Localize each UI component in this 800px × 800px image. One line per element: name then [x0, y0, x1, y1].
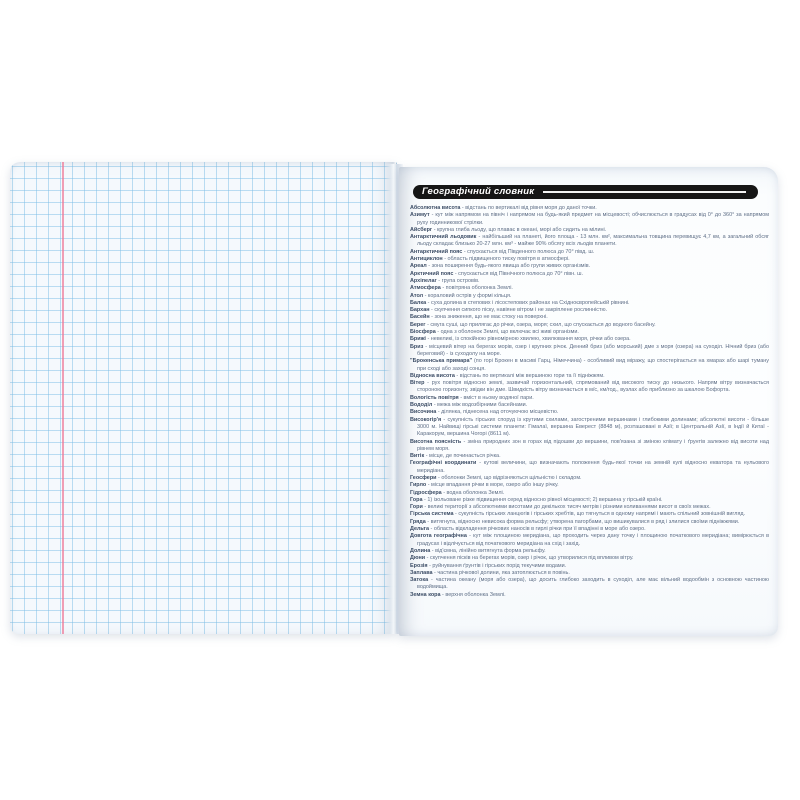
entry-definition: - відстань по вертикалі від рівня моря до даної точки. — [461, 205, 597, 211]
entry-definition: - сукупність гірських ланцюгів і гірських хребтів, що тягнуться в одному напрямі і мають спільний зовнішній вигляд. — [455, 511, 746, 518]
entry-term: Абсолютна висота — [410, 205, 461, 211]
dictionary-entry — [410, 344, 769, 359]
entry-definition: - ділянка, піднесена над оточуючою місцевістю. — [437, 409, 559, 416]
entry-term: Гряда — [410, 518, 426, 525]
entry-definition: - область підвищеного тиску повітря в атмосфері. — [444, 256, 570, 263]
entry-definition: - вміст в ньому водяної пари. — [460, 394, 534, 401]
dictionary-entry — [410, 439, 769, 454]
dictionary-entry — [410, 482, 769, 489]
left-page-grid — [10, 162, 397, 634]
entry-term: Затока — [410, 577, 429, 584]
entry-definition: - від'ємна, лінійно витягнута форма рельєфу. — [431, 547, 546, 554]
entry-definition: - межа між водозбірними басейнами. — [433, 402, 528, 409]
dictionary-entry — [410, 322, 769, 329]
entry-definition: - зона поширення будь-якого явища або групи живих організмів. — [428, 263, 591, 270]
entry-definition: - кут між напрямом на північ і напрямом на будь-який предмет на місцевості; обчислюється в градусах від 0° до 360° за напрямом руху годинникової стрілки. — [417, 212, 769, 226]
entry-term: Висотна поясність — [410, 438, 462, 445]
entry-definition: - частина океану (моря або озера), що досить глибоко заходить в суходіл, але має вільний водообмін з основною частиною водоймища. — [417, 577, 769, 591]
dictionary-entry — [410, 533, 769, 548]
entry-definition: - місце впадання річки в море, озеро або іншу річку. — [427, 482, 559, 489]
entry-definition: - спускається від Північного полюса до 70° півн. ш. — [454, 270, 584, 277]
entry-term: Гора — [410, 496, 423, 503]
entry-term: Антарктичний пояс — [410, 248, 463, 255]
entry-definition: - витягнута, відносно невисока форма рельєфу; утворена пагорбами, що вишикувалися в ряд і злилися своїми підніжжями. — [427, 518, 740, 525]
dictionary-entry — [410, 380, 769, 395]
entry-term: Довгота географічна — [410, 533, 467, 540]
dictionary-entry — [410, 212, 769, 227]
entry-definition: - одна з оболонок Землі, що включає всі живі організми. — [437, 329, 579, 336]
entry-definition: - водна оболонка Землі. — [443, 489, 505, 496]
entry-term: Дюни — [410, 555, 426, 562]
entry-definition: - верхня оболонка Землі. — [442, 591, 506, 598]
margin-line — [62, 162, 64, 634]
entry-definition: - найбільший на планеті, його площа - 13 млн. км², максимальна товщина перевищує 4,7 км, а загальний обсяг льоду складає близько 20-27 млн. км³ - майже 90% обсягу всіх льодів планети. — [417, 234, 769, 248]
entry-term: Антарктичний льодовик — [410, 234, 477, 241]
entry-term: Атол — [410, 292, 424, 299]
entry-term: Берег — [410, 321, 426, 328]
right-page-dictionary — [399, 167, 778, 636]
entry-term: Айсберг — [410, 226, 433, 233]
entry-definition: - скупчення сипкого піску, навіяне вітром і не закріплене рослинністю. — [431, 307, 608, 314]
entry-term: Височина — [410, 409, 437, 416]
entry-definition: - кутові величини, що визначають положення будь-якої точки на земній кулі відносно екватора та нульового меридіана. — [417, 460, 769, 474]
dictionary-entry — [410, 256, 769, 263]
entry-definition: - руйнування ґрунтів і гірських порід текучими водами. — [429, 562, 567, 569]
header-rule — [543, 191, 746, 192]
dictionary-entry — [410, 293, 769, 300]
dictionary-entry — [410, 300, 769, 307]
dictionary-entry — [410, 519, 769, 526]
entry-term: Ерозія — [410, 562, 428, 569]
dictionary-entry — [410, 577, 769, 592]
entry-definition: - сукупність гірських споруд із крутими схилами, загостреними вершинами і глибокими долинами; абсолютні висоти - більше 3000 м. Найвищі гірські системи планети: Гімалаї, вершина Еверест (8848 м), розташовані в Азії; в Центральній Азії, в Індії й Китаї - Каракорум, вершина Чогорі (8611 м). — [417, 416, 769, 438]
entry-definition: - скупчення пісків на берегах морів, озер і річок, що утворилися під впливом вітру. — [426, 555, 634, 562]
entry-term: Вологість повітря — [410, 394, 459, 401]
dictionary-entry — [410, 234, 769, 249]
entry-term: Гори — [410, 504, 423, 511]
dictionary-entry — [410, 563, 769, 570]
dictionary-header-bar — [413, 185, 758, 199]
dictionary-entry — [410, 555, 769, 562]
dictionary-entry — [410, 409, 769, 416]
entry-definition: - зміна природних зон в горах від підошви до вершини, пов'язана зі зміною клімату і ґрунтів залежно від висоти над рівнем моря. — [417, 438, 769, 452]
entry-term: Басейн — [410, 314, 430, 321]
entry-term: Гірська система — [410, 511, 454, 518]
entry-term: Атмосфера — [410, 285, 441, 292]
dictionary-entry — [410, 395, 769, 402]
dictionary-entry — [410, 402, 769, 409]
entry-definition: - повітряна оболонка Землі. — [442, 285, 513, 292]
dictionary-entry — [410, 314, 769, 321]
entry-term: Гирло — [410, 482, 427, 489]
entry-definition: - оболонки Землі, що відрізняються щільністю і складом. — [438, 474, 582, 481]
entry-term: Дельта — [410, 526, 429, 533]
dictionary-entry — [410, 249, 769, 256]
entry-definition: - 1) ізольоване різке підвищення серед відносно рівної місцевості; 2) вершина у гірській країні. — [424, 496, 663, 503]
dictionary-entries — [410, 205, 769, 599]
entry-term: Біосфера — [410, 329, 436, 336]
entry-definition: - місцевий вітер на берегах морів, озер і крупних річок. Денний бриз (або морський) дме з моря (озера) на суходіл. Нічний бриз (або береговий) - із суходолу на море. — [417, 343, 769, 357]
entry-definition: - група островів. — [438, 277, 480, 284]
dictionary-entry — [410, 336, 769, 343]
entry-term: Високогір'я — [410, 416, 442, 423]
entry-definition: - кут між площиною меридіана, що проходить через дану точку і площиною початкового меридіана; вимірюється в градусах і відлічується від початкового меридіана на схід і захід. — [417, 533, 770, 547]
entry-term: Азимут — [410, 212, 430, 219]
entry-definition: - кораловий острів у формі кільця. — [424, 292, 512, 299]
entry-term: Земна кора — [410, 591, 441, 598]
entry-definition: - суха долина в степових і лісостепових районах на Східноєвропейській рівнині. — [427, 299, 630, 306]
entry-term: Гідросфера — [410, 489, 442, 496]
entry-term: Бриз — [410, 343, 424, 350]
dictionary-entry — [410, 263, 769, 270]
dictionary-entry — [410, 475, 769, 482]
entry-term: Бархан — [410, 307, 430, 314]
dictionary-title: Географічний словник — [422, 186, 535, 197]
entry-term: Вітер — [410, 380, 425, 387]
dictionary-entry — [410, 417, 769, 439]
dictionary-entry — [410, 592, 769, 599]
dictionary-entry — [410, 497, 769, 504]
dictionary-entry — [410, 271, 769, 278]
entry-definition: - невеликі, із спокійною рівномірною хвилею, хвилювання моря, річки або озера. — [427, 336, 631, 343]
entry-definition: - місце, де починається річка. — [425, 453, 501, 460]
entry-term: Арктичний пояс — [410, 270, 454, 277]
entry-term: Вододіл — [410, 402, 433, 409]
entry-definition: - смуга суші, що прилягає до річки, озера, моря; схил, що спускається до водного басейну. — [427, 321, 656, 328]
entry-term: Витік — [410, 453, 425, 460]
entry-term: Брижі — [410, 336, 426, 343]
entry-term: Геосфери — [410, 474, 437, 481]
entry-term: Долина — [410, 547, 431, 554]
entry-term: Географічні координати — [410, 460, 477, 467]
entry-definition: - зона зниження, що не має стоку на поверхні. — [431, 314, 548, 321]
entry-definition: - частина річкової долини, яка затоплюється в повінь. — [434, 569, 570, 576]
entry-definition: - спускається від Південного полюса до 70° півд. ш. — [463, 248, 595, 255]
dictionary-entry — [410, 490, 769, 497]
entry-term: Архіпелаг — [410, 277, 437, 284]
dictionary-entry — [410, 511, 769, 518]
entry-term: Заплава — [410, 569, 433, 576]
entry-definition: - великі території з абсолютними висотами до декількох тисяч метрів і різними коливаннями висот в своїх межах. — [424, 504, 711, 511]
dictionary-entry — [410, 285, 769, 292]
entry-term: Ареал — [410, 263, 427, 270]
dictionary-entry — [410, 460, 769, 475]
entry-definition: - рух повітря відносно землі, зазвичай горизонтальний, спрямований від високого тиску до низького. Напрям вітру визначається стороною горизонту, звідки він дме. Швидкість вітру визначається в м/с, км/год., вузлах або приблизно за шкалою Бофорта. — [417, 380, 770, 394]
entry-definition: - крупна глиба льоду, що плаває в океані, морі або сидить на мілині. — [433, 226, 607, 233]
entry-term: Антициклон — [410, 256, 443, 263]
entry-term: Балка — [410, 299, 427, 306]
entry-definition: - область відкладення річкових наносів в гирлі річки при її впадінні в море або озеро. — [430, 526, 646, 533]
entry-definition: (по горі Брокен в масиві Гарц, Німеччина) - особливий вид міражу, що спостерігається на хмарах або шарі туману при сході або заході сонця. — [417, 358, 769, 372]
dictionary-entry — [410, 548, 769, 555]
entry-term: "Брокенська примара" — [410, 358, 473, 365]
entry-term: Відносна висота — [410, 372, 455, 379]
entry-definition: - відстань по вертикалі між вершиною гори та її підніжжям. — [456, 372, 605, 379]
dictionary-entry — [410, 358, 769, 373]
